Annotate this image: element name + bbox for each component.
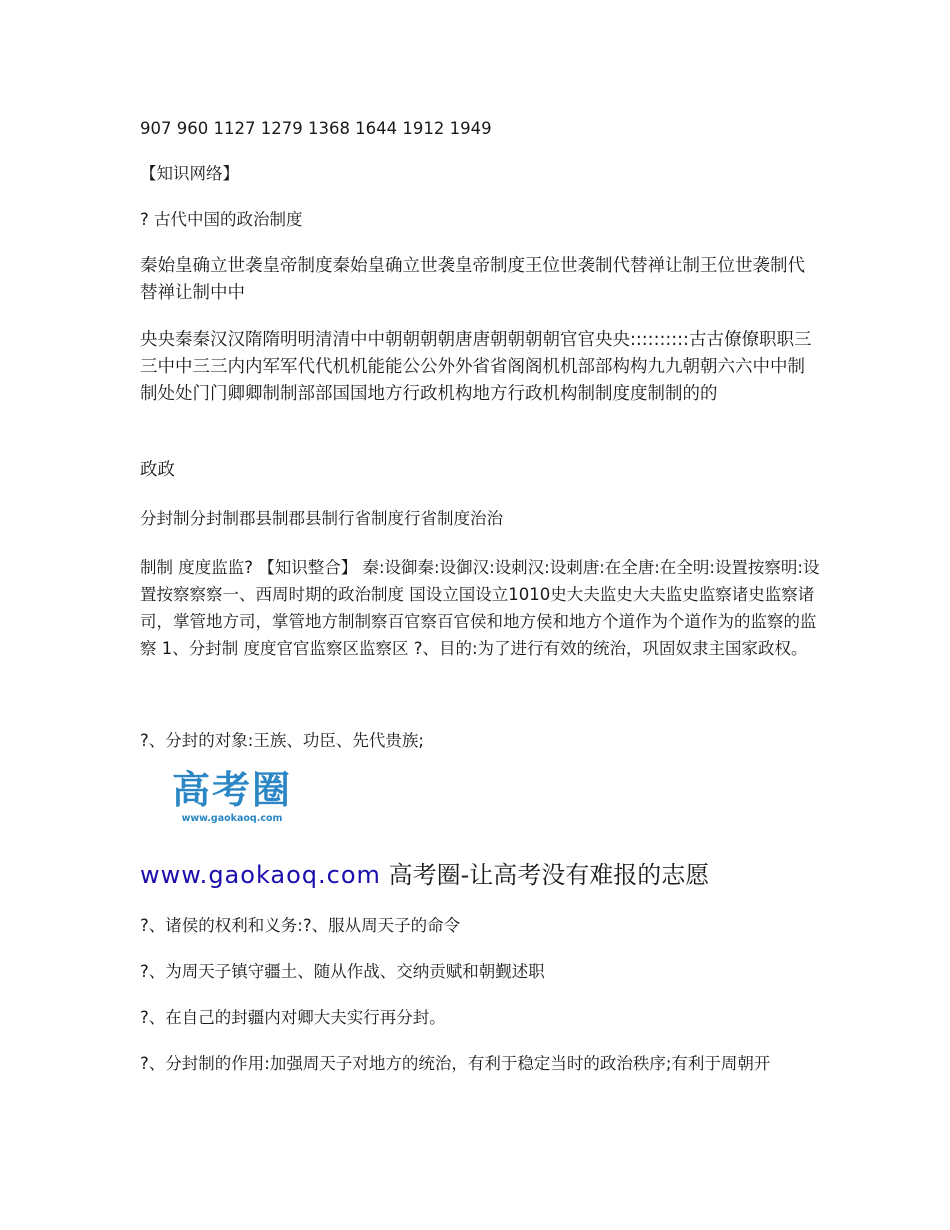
logo-name: 高考圈 <box>171 768 292 812</box>
logo-url: www.gaokaoq.com <box>181 813 283 824</box>
paragraph-7: ?、诸侯的权利和义务:?、服从周天子的命令 <box>140 916 461 935</box>
paragraph-6: ?、分封的对象:王族、功臣、先代贵族; <box>140 731 424 750</box>
paragraph-8: ?、为周天子镇守疆土、随从作战、交纳贡赋和朝觐述职 <box>140 962 545 981</box>
site-banner <box>140 858 820 892</box>
paragraph-10: ?、分封制的作用:加强周天子对地方的统治，有利于稳定当时的政治秩序;有利于周朝开 <box>140 1054 771 1073</box>
paragraph-4: 分封制分封制郡县制郡县制行省制度行省制度治治 <box>140 509 503 528</box>
site-slogan: 高考圈-让高考没有难报的志愿 <box>388 861 710 889</box>
paragraph-1: 秦始皇确立世袭皇帝制度秦始皇确立世袭皇帝制度王位世袭制代替禅让制王位世袭制代替禅让制中中 <box>140 256 805 303</box>
site-link[interactable]: www.gaokaoq.com <box>140 861 381 889</box>
timeline-years: 907 960 1127 1279 1368 1644 1912 1949 <box>140 119 492 138</box>
paragraph-2: 央央秦秦汉汉隋隋明明清清中中朝朝朝朝唐唐朝朝朝朝官官央央::::::::::古古僚僚职职三三中中三三内内军军代代机机能能公公外外省省阁阁机机部部构构九九朝朝六六中中制制处处门门卿卿制制部部国国地方行政机构地方行政机构制制度度制制的的 <box>140 330 812 404</box>
paragraph-9: ?、在自己的封疆内对卿大夫实行再分封。 <box>140 1008 446 1027</box>
gaokaoq-logo <box>156 770 308 828</box>
section-heading: 【知识网络】 <box>140 164 239 183</box>
paragraph-5: 制制 度度监监? 【知识整合】 秦:设御秦:设御汉:设刺汉:设刺唐:在全唐:在全明:设置按察明:设置按察察察一、西周时期的政治制度 国设立国设立1010史大夫监史大夫监史监察诸史监察诸司，掌管地方司，掌管地方制制察百官察百官侯和地方侯和地方个道作为个道作为的监察的监察 1、分封制 度度官官监察区监察区 ?、目的:为了进行有效的统治，巩固奴隶主国家政权。 <box>140 558 820 658</box>
paragraph-3: 政政 <box>140 460 175 480</box>
topic-heading: ? 古代中国的政治制度 <box>140 210 303 229</box>
